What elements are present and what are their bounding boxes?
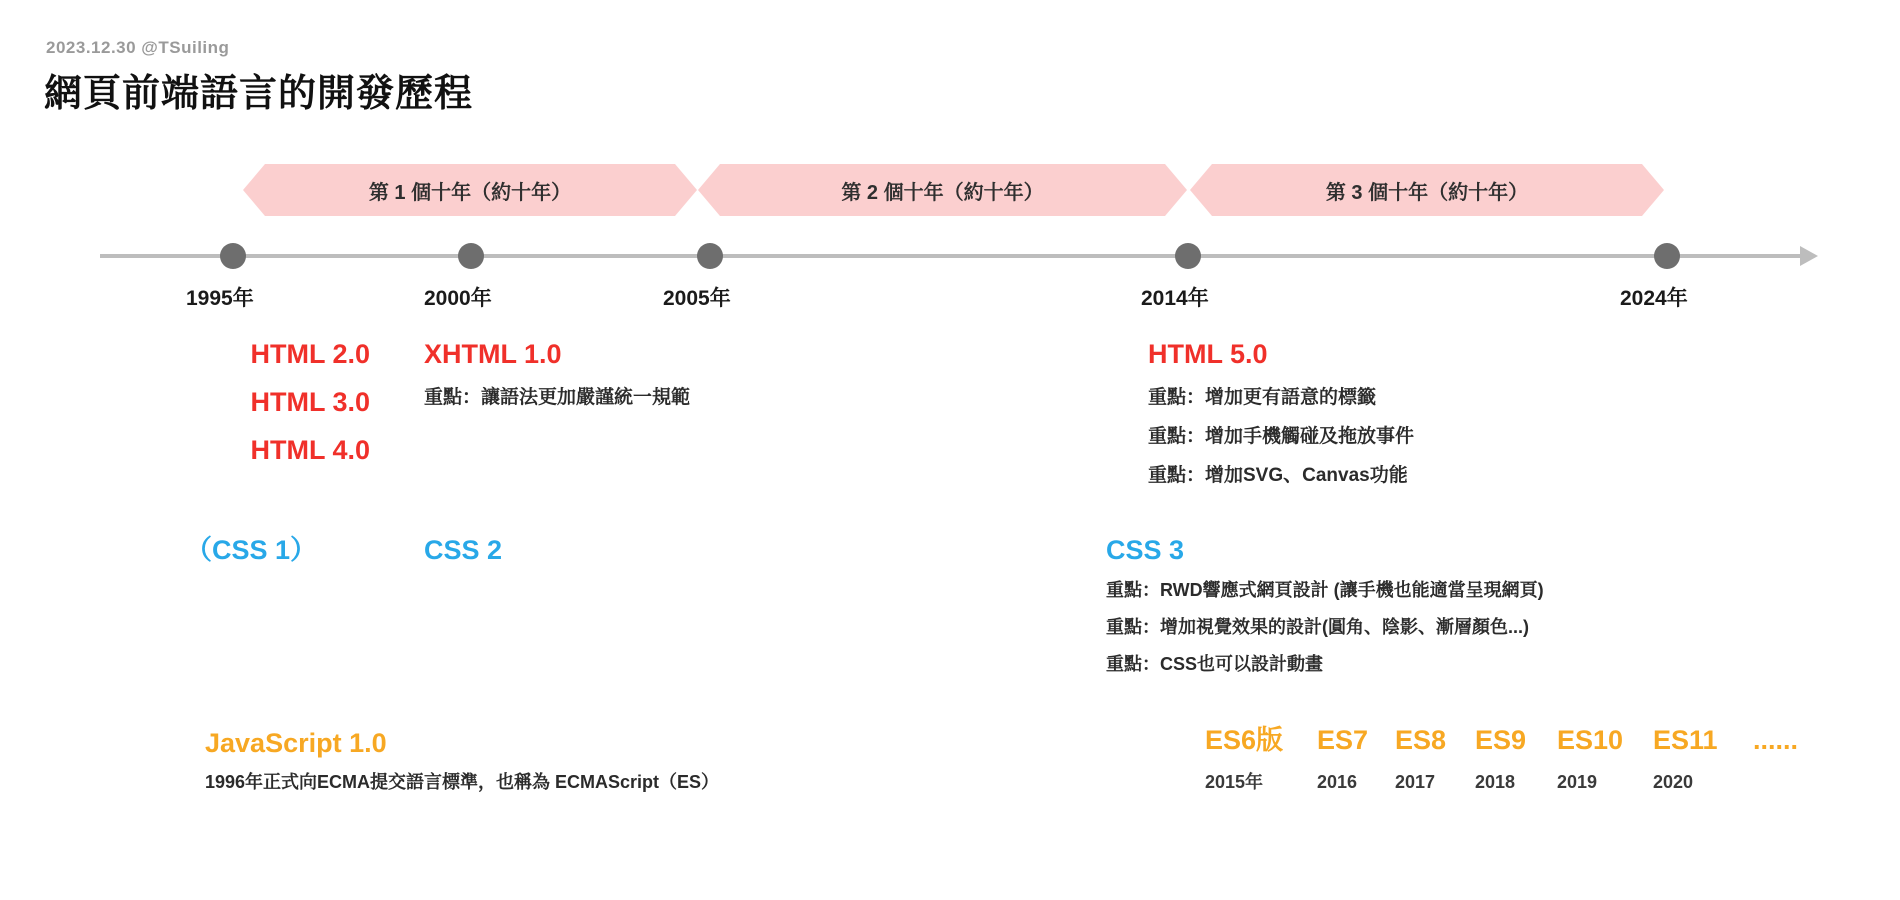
decade-band-2 xyxy=(720,164,1165,216)
timeline-year-1995: 1995年 xyxy=(186,287,254,310)
css-3-label: CSS 3 xyxy=(1106,535,1185,565)
decade-label-3: 第 3 個十年（約十年） xyxy=(1325,181,1529,204)
html-2-0-label: HTML 2.0 xyxy=(250,339,370,369)
xhtml-2000-group xyxy=(424,330,690,417)
es-year-2017: 2017 xyxy=(1395,772,1436,792)
timeline-year-2024: 2024年 xyxy=(1620,287,1688,310)
timeline-year-2014: 2014年 xyxy=(1141,287,1209,310)
decade-arrow-left-2 xyxy=(698,164,720,216)
timeline-year-2005: 2005年 xyxy=(663,287,731,310)
es-version-more: ...... xyxy=(1753,725,1799,755)
html-1995-group xyxy=(170,330,370,474)
css-3-note-2: 重點：增加視覺效果的設計(圓角、陰影、漸層顏色...) xyxy=(1106,617,1529,637)
decade-band-3 xyxy=(1212,164,1642,216)
javascript-group xyxy=(205,722,719,801)
timeline-dot-2000 xyxy=(458,243,484,269)
page-title: 網頁前端語言的開發歷程 xyxy=(44,73,474,115)
decade-arrow-left-3 xyxy=(1190,164,1212,216)
decade-arrow-right-2 xyxy=(1165,164,1187,216)
html-5-0-note-3: 重點：增加SVG、Canvas功能 xyxy=(1148,465,1408,486)
es-year-2016: 2016 xyxy=(1317,772,1358,792)
es-version-es10: ES10 xyxy=(1557,725,1624,755)
meta-line: 2023.12.30 @TSuiling xyxy=(46,38,230,57)
es-year-2019: 2019 xyxy=(1557,772,1598,792)
css-3-note-1: 重點：RWD響應式網頁設計 (讓手機也能適當呈現網頁) xyxy=(1106,580,1544,600)
xhtml-1-0-label: XHTML 1.0 xyxy=(424,339,562,369)
es-version-es9: ES9 xyxy=(1475,725,1527,755)
decade-arrow-right-1 xyxy=(675,164,697,216)
css-1-label: （CSS 1） xyxy=(185,535,318,565)
html5-2014-group xyxy=(1148,330,1414,495)
html-5-0-note-2: 重點：增加手機觸碰及拖放事件 xyxy=(1148,426,1415,447)
html-4-0-label: HTML 4.0 xyxy=(250,435,370,465)
css-3-note-3: 重點：CSS也可以設計動畫 xyxy=(1106,654,1324,674)
html-3-0-label: HTML 3.0 xyxy=(250,387,370,417)
css-2-label: CSS 2 xyxy=(424,535,503,565)
timeline-dot-2024 xyxy=(1654,243,1680,269)
timeline-dot-1995 xyxy=(220,243,246,269)
es-version-es8: ES8 xyxy=(1395,725,1447,755)
xhtml-1-0-note: 重點：讓語法更加嚴謹統一規範 xyxy=(424,387,691,408)
decade-label-2: 第 2 個十年（約十年） xyxy=(841,181,1044,204)
javascript-1-0-label: JavaScript 1.0 xyxy=(205,728,387,758)
timeline-arrowhead-icon xyxy=(1800,246,1818,266)
es-year-row xyxy=(1205,768,1753,794)
es-year-2018: 2018 xyxy=(1475,772,1516,792)
es-year-2015: 2015年 xyxy=(1205,772,1264,792)
es-version-es7: ES7 xyxy=(1317,725,1369,755)
timeline-dot-2014 xyxy=(1175,243,1201,269)
css-3-group xyxy=(1106,528,1544,683)
timeline-dot-2005 xyxy=(697,243,723,269)
html-5-0-label: HTML 5.0 xyxy=(1148,339,1268,369)
decade-label-1: 第 1 個十年（約十年） xyxy=(368,181,572,204)
html-5-0-note-1: 重點：增加更有語意的標籤 xyxy=(1148,387,1377,408)
timeline-axis xyxy=(100,254,1800,258)
decade-band-1 xyxy=(265,164,675,216)
es-version-row xyxy=(1205,718,1798,757)
javascript-note: 1996年正式向ECMA提交語言標準，也稱為 ECMAScript（ES） xyxy=(205,772,720,792)
decade-arrow-right-3 xyxy=(1642,164,1664,216)
es-version-es6: ES6版 xyxy=(1205,725,1284,755)
es-year-2020: 2020 xyxy=(1653,772,1694,792)
decade-arrow-left-1 xyxy=(243,164,265,216)
timeline-year-2000: 2000年 xyxy=(424,287,492,310)
es-version-es11: ES11 xyxy=(1653,725,1718,755)
